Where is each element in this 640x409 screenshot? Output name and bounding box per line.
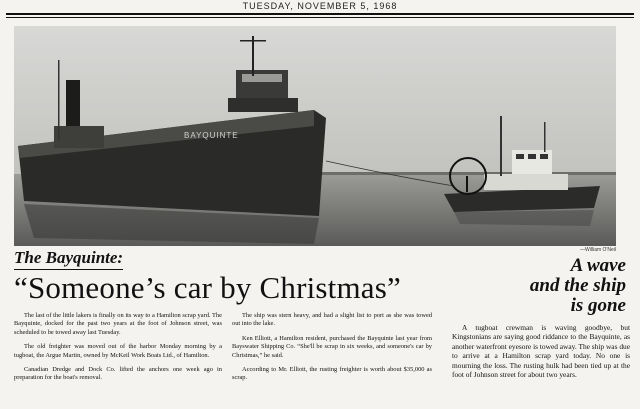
photo-illustration	[14, 26, 616, 246]
side-headline-line: and the ship	[529, 275, 626, 296]
paragraph: A tugboat crewman is waving goodbye, but Kingstonians are saying good riddance to the Bayquinte, as another waterfront eyesore is towed away. The ship was due to arrive at a Hamilton scrap yard today. No one is mourning the loss. The rusting hulk had been tied up at the foot of Johnson street for about two years.	[452, 323, 630, 380]
side-headline	[476, 256, 626, 316]
paragraph: According to Mr. Elliott, the rusting freighter is worth about $35,000 as scrap.	[232, 366, 432, 382]
article-column-2	[232, 312, 432, 389]
paragraph: The ship was stern heavy, and had a slight list to port as she was towed out into the lake.	[232, 312, 432, 328]
photo-credit: —William O'Neil	[580, 247, 616, 253]
article-column-1	[14, 312, 222, 389]
top-rule-thin	[6, 17, 634, 18]
kicker: The Bayquinte:	[14, 248, 123, 270]
dateline: TUESDAY, NOVEMBER 5, 1968	[242, 1, 398, 11]
top-rule	[6, 13, 634, 15]
paragraph: Canadian Dredge and Dock Co. lifted the anchors one week ago in preparation for the boat's removal.	[14, 366, 222, 382]
side-headline-line: A wave	[570, 255, 626, 276]
paragraph: The old freighter was moved out of the harbor Monday morning by a tugboat, the Argue Martin, owned by McKeil Work Boats Ltd., of Hamilton.	[14, 343, 222, 359]
news-photo	[14, 26, 616, 246]
side-headline-line: is gone	[570, 295, 626, 316]
paragraph: The last of the little lakers is finally on its way to a Hamilton scrap yard. The Bayquinte, docked for the past two years at the foot of Johnson street, was scheduled to be towed away last Tuesday.	[14, 312, 222, 336]
headline: “Someone’s car by Christmas”	[14, 270, 401, 305]
paragraph: Ken Elliott, a Hamilton resident, purchased the Bayquinte last year from Bayswater Shipping Co. “She'll be scrap in six weeks, and someone's car by Christmas,” he said.	[232, 334, 432, 359]
hull-name: BAYQUINTE	[184, 131, 239, 140]
caption-column	[452, 323, 630, 385]
